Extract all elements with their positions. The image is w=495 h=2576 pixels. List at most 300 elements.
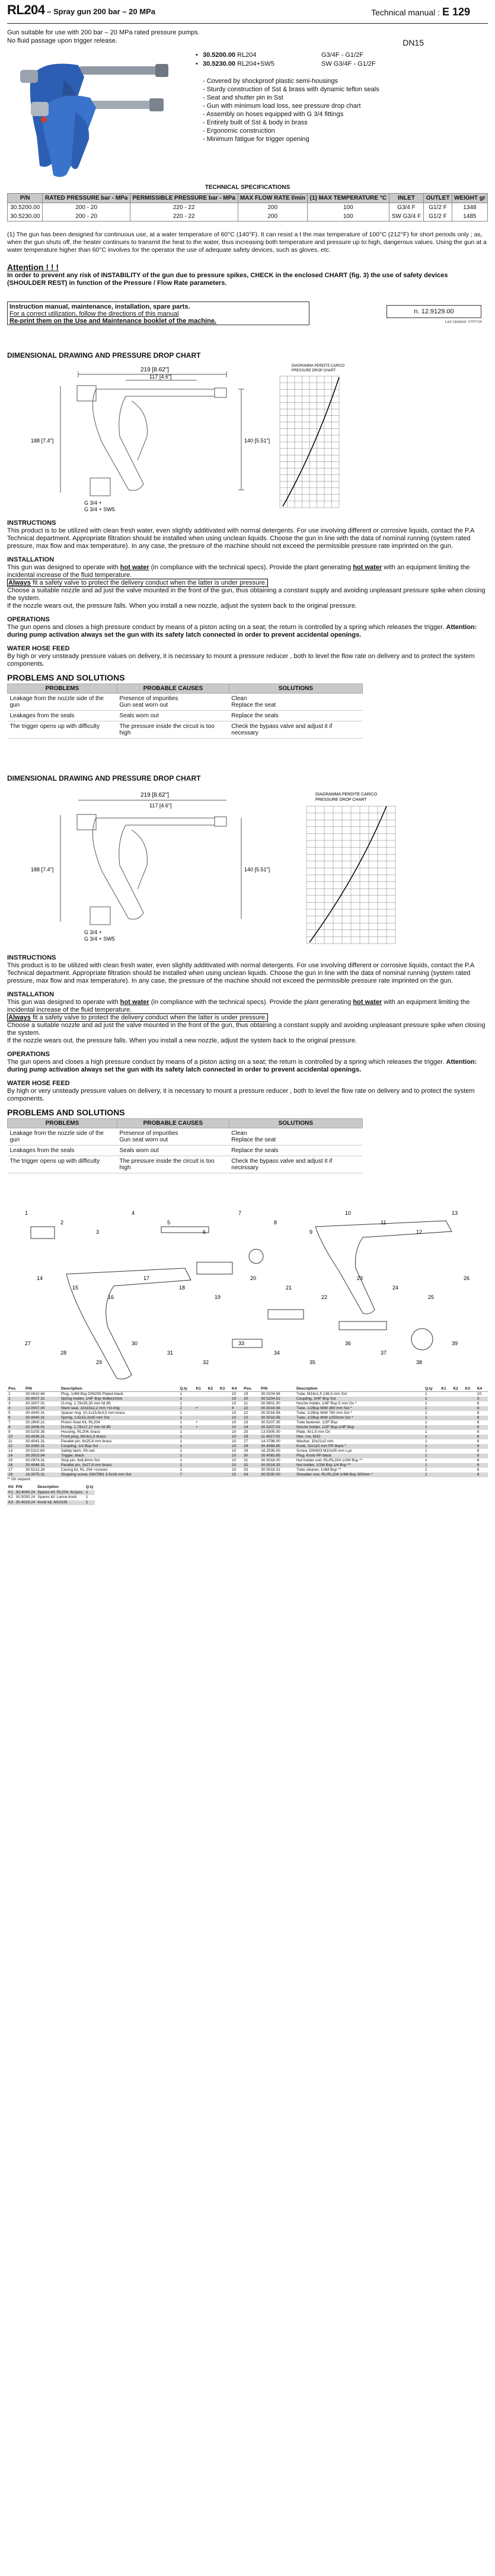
dim-side: 140 [5.51"] (244, 867, 270, 872)
parts-cell: 8 (476, 1416, 488, 1420)
parts-cell (207, 1406, 219, 1411)
parts-cell (440, 1416, 452, 1420)
parts-cell: 30.5207.02 (260, 1425, 295, 1430)
parts-row (7, 1454, 488, 1458)
parts-cell (452, 1430, 464, 1435)
parts-cell: 1 (180, 1392, 182, 1396)
part-callout-number: 31 (167, 1350, 174, 1356)
parts-cell: 10 (232, 1458, 237, 1462)
parts-cell: Tube, 1/2Bsp M/M 1250mm Sst * (295, 1416, 424, 1420)
chart-title-en: PRESSURE DROP CHART (292, 369, 336, 373)
problem-cell: Clean Replace the seat (229, 694, 362, 711)
parts-cell: 7 (8, 1420, 11, 1425)
feature-item: - Entirely built of Sst & body in brass (203, 119, 308, 126)
problem-cell: Presence of impurities Gun seat worn out (117, 1128, 229, 1146)
installation-text: This gun was designed to operate with hot water (in compliance with the technical specs). Provide the plant generating hot water with an equipment limiting the incidental increase of the fluid temperature. Always fit a safety valve to protect the delivery conduct when the latter is under pressure. Choose a suitable nozzle and ad just the valve mounted in the front of the gun, thus obtaining a constant supply and avoiding unpleasant pressure spike when closing the system. If the nozzle wears out, the pressure falls. When you install a new nozzle, adjust the system back to the original pressure. (7, 564, 486, 609)
problems-col-header: SOLUTIONS (229, 684, 362, 694)
parts-cell (440, 1425, 452, 1430)
feature-item: - Assembly on hoses equipped with G 3/4 fittings (203, 111, 344, 118)
exploded-view (7, 1203, 488, 1387)
parts-cell: Shoulder rest, RL/RL204 1/4M Bsp 300mm * (295, 1473, 424, 1477)
parts-cell (195, 1454, 207, 1458)
parts-cell (219, 1454, 231, 1458)
parts-cell (452, 1473, 464, 1477)
parts-cell: 30.5016.56 (260, 1416, 295, 1420)
parts-cell: 31 (244, 1458, 248, 1462)
parts-cell (440, 1406, 452, 1411)
attention-text: In order to prevent any risk of INSTABILITY of the gun due to pressure spikes, CHECK in the enclosed CHART (fig. 3) the use of safety devices (SHOULDER REST) in function of the Pressure / Flow Rate parameters. (7, 272, 448, 287)
parts-row (7, 1397, 488, 1401)
parts-row (7, 1406, 488, 1411)
parts-cell (219, 1439, 231, 1444)
parts-cell (440, 1444, 452, 1449)
spec-cell: 100 (308, 203, 389, 213)
part-callout-number: 1 (25, 1210, 28, 1216)
parts-cell: O-ring, 1,78x17,17 mm NI 85 (60, 1425, 179, 1430)
part-callout-number: 11 (381, 1220, 387, 1226)
parts-cell: 33 (244, 1468, 248, 1472)
code-thread: SW G3/4F - G1/2F (321, 60, 376, 68)
parts-cell: Stop pin, 8x8,8mm Sst (60, 1458, 100, 1462)
installation-title: INSTALLATION (7, 556, 55, 563)
parts-cell (464, 1411, 476, 1416)
parts-cell (207, 1425, 219, 1430)
feature-item: - Ergonomic construction (203, 127, 275, 134)
instructions-text: This product is to be utilized with clean fresh water, even slightly additivated with normal detergents. For use involving different or corrosive liquids, contact the P.A Technical department. Appropriate filtration should be installed when using unclean liquids. Choose the gun in line with the data of nominal running (system rated pressure, max flow and max temperature). In any case, the pressure of the machine should not exceed the permissible pressure rate imprinted on the gun. (7, 527, 474, 550)
parts-cell: 30.0974.31 (25, 1458, 45, 1462)
parts-cell: 10 (232, 1392, 237, 1396)
problems-col-header: PROBABLE CAUSES (117, 1119, 229, 1128)
parts-cell: Tube, 1/2Bsp M/M 360 mm Sst * (295, 1406, 424, 1411)
parts-cell: 10 (232, 1430, 237, 1434)
manual-number: n. 12.9129.00 (387, 305, 481, 318)
parts-cell: Piston-Seat Kit, RL204 (60, 1420, 100, 1425)
parts-cell: 1 (180, 1411, 182, 1415)
kit-col-header: P/N (15, 1485, 23, 1489)
feature-item: - Minimum fatigue for trigger opening (203, 136, 309, 143)
part-callout-number: 37 (381, 1350, 387, 1356)
parts-col-header: K3 (464, 1387, 476, 1392)
parts-cell: 30.4083.85 (260, 1454, 295, 1458)
water-feed-text: By high or very unsteady pressure values on delivery, it is necessary to mount a pressure reducer , both to level the flow rate on delivery and to protect the system components. (7, 653, 475, 668)
parts-cell (452, 1416, 464, 1420)
spec-cell: G3/4 F (389, 203, 424, 213)
parts-row (7, 1435, 488, 1439)
spec-col-header: OUTLET (424, 194, 452, 203)
parts-cell: 1 (424, 1435, 440, 1439)
parts-cell (207, 1416, 219, 1420)
code-number: 30.5200.00 (203, 52, 236, 59)
parts-cell: 30.3503.84 (24, 1454, 60, 1458)
parts-cell: 1 (178, 1425, 194, 1430)
parts-cell: 9 (8, 1430, 11, 1434)
parts-cell: 8 (477, 1468, 480, 1472)
parts-cell: 8 (477, 1401, 480, 1406)
parts-cell: 10 (232, 1449, 237, 1453)
parts-cell (440, 1397, 452, 1401)
parts-cell (464, 1454, 476, 1458)
chart-title-en: PRESSURE DROP CHART (315, 798, 367, 802)
parts-cell (195, 1444, 207, 1449)
part-callout-number: 18 (179, 1285, 186, 1291)
parts-cell (219, 1411, 231, 1416)
spec-col-header: (1) MAX TEMPERATURE °C (308, 194, 389, 203)
dim-left: 188 [7.4"] (31, 438, 54, 444)
part-callout-number: 13 (452, 1210, 458, 1216)
parts-cell: 8 (477, 1420, 480, 1425)
parts-cell: 7 (178, 1473, 194, 1477)
chart-title-it: DIAGRAMMA PERDITE CARICO (292, 364, 345, 368)
parts-col-header: P/N (260, 1387, 295, 1392)
part-callout-number: 4 (132, 1210, 135, 1216)
parts-cell: 30.5018.31 (261, 1468, 280, 1472)
parts-cell (464, 1463, 476, 1468)
exploded-view-svg (7, 1203, 488, 1387)
parts-cell: Stem seal, 10x15x2,2 mm +O-ring (60, 1406, 179, 1411)
parts-cell: 26 (242, 1435, 260, 1439)
parts-cell (219, 1463, 231, 1468)
parts-row (7, 1449, 488, 1454)
parts-col-header: Q.ty (424, 1387, 440, 1392)
parts-col-header: K4 (231, 1387, 242, 1392)
dim-left: 188 [7.4"] (31, 867, 54, 872)
parts-cell: 10 (231, 1416, 242, 1420)
parts-cell (464, 1401, 476, 1406)
kit-cell: K1 (8, 1490, 13, 1494)
parts-cell (207, 1439, 219, 1444)
problem-cell: The trigger opens up with difficulty (8, 1156, 117, 1173)
kit-col-header: Description (37, 1485, 59, 1489)
parts-cell: 30.5801.00 (261, 1401, 280, 1406)
parts-cell: Plug, 1/4M Bsp DIN259 Plated black (60, 1392, 123, 1396)
parts-cell (195, 1439, 207, 1444)
parts-cell: 1 (180, 1401, 182, 1406)
parts-cell: 30.2900.21 (25, 1420, 45, 1425)
spec-cell: 200 (238, 203, 308, 213)
parts-cell (440, 1435, 452, 1439)
parts-cell: 11.4027.00 (260, 1435, 295, 1439)
parts-list (7, 1387, 488, 1477)
code-name: RL204+SW5 (235, 60, 274, 68)
parts-cell: 1 (425, 1458, 427, 1462)
parts-cell: 8 (477, 1449, 480, 1453)
spec-cell: 200 - 20 (43, 203, 130, 213)
parts-cell: Nozzle holder, 1/2F Bsp-1/4F Bsp (295, 1425, 424, 1430)
operations-title: OPERATIONS (7, 616, 50, 623)
spec-col-header: PERMISSIBLE PRESSURE bar - MPa (130, 194, 238, 203)
parts-cell: Coupling, 3/4F Bsp Sst (295, 1397, 424, 1401)
parts-cell (207, 1430, 219, 1435)
parts-cell: Parallel pin, 6x25,8 mm brass (60, 1439, 112, 1443)
parts-cell (440, 1458, 452, 1463)
product-codes (196, 51, 376, 69)
parts-footnote: ** On request (7, 1477, 31, 1481)
kit-cell: 30.4019.24 (15, 1500, 36, 1504)
parts-row (7, 1439, 488, 1444)
part-callout-number: 8 (274, 1220, 277, 1226)
parts-cell: 25 (244, 1430, 248, 1434)
parts-cell (452, 1439, 464, 1444)
parts-col-header: Pos. (7, 1387, 24, 1392)
dimensional-drawing (7, 782, 488, 948)
instructions-title: INSTRUCTIONS (7, 519, 56, 527)
parts-cell: 24 (242, 1425, 260, 1430)
parts-cell: • (195, 1406, 207, 1411)
parts-cell: 8 (476, 1406, 488, 1411)
parts-cell (440, 1420, 452, 1425)
spec-cell: 30.5200.00 (8, 203, 43, 213)
parts-cell: 13 (8, 1449, 13, 1453)
parts-cell: 22 (242, 1406, 260, 1411)
lead-line-1: Gun suitable for use with 200 bar – 20 MPa rated pressure pumps. (7, 29, 200, 36)
drawing-title: DIMENSIONAL DRAWING AND PRESSURE DROP CHART (7, 774, 201, 782)
parts-cell: Front plug, M14x1,5 brass (60, 1435, 179, 1439)
parts-cell: 10 (231, 1425, 242, 1430)
spec-col-header: RATED PRESSURE bar - MPa (43, 194, 130, 203)
problem-row (8, 1156, 363, 1173)
pressure-drop-chart (280, 364, 345, 508)
parts-cell (452, 1468, 464, 1473)
parts-cell: Coupling, 1/2 Bsp Sst (60, 1444, 179, 1449)
header (7, 0, 488, 24)
parts-cell (219, 1420, 231, 1425)
problem-cell: Clean Replace the seat (229, 1128, 362, 1146)
drawing-section-repeat (7, 774, 488, 1173)
parts-cell (440, 1430, 452, 1435)
dim-bottom-1: G 3/4 + (84, 929, 102, 935)
parts-cell: 21 (244, 1401, 248, 1406)
parts-cell: Casing kit, RL 204 +screws (60, 1468, 108, 1472)
parts-cell (195, 1468, 207, 1473)
parts-cell: 11 (8, 1439, 12, 1443)
part-callout-number: 23 (357, 1275, 363, 1281)
part-callout-number: 15 (72, 1285, 79, 1291)
spec-cell: G1/2 F (424, 203, 452, 213)
parts-cell: 10 (231, 1397, 242, 1401)
parts-cell (464, 1458, 476, 1463)
part-callout-number: 24 (392, 1285, 399, 1291)
parts-cell: 30.4007.31 (24, 1397, 60, 1401)
parts-cell (219, 1449, 231, 1454)
parts-cell: 18 (7, 1473, 24, 1477)
parts-cell (195, 1392, 207, 1397)
parts-cell: 4 (231, 1406, 242, 1411)
parts-cell (219, 1406, 231, 1411)
parts-cell (219, 1401, 231, 1406)
spec-col-header: MAX FLOW RATE l/min (238, 194, 308, 203)
parts-cell (195, 1411, 207, 1416)
problem-cell: Leakages from the seals (8, 1146, 117, 1156)
part-callout-number: 32 (203, 1359, 209, 1365)
problem-cell: Replace the seals (229, 1146, 362, 1156)
parts-row (7, 1411, 488, 1416)
parts-cell: 30.5204.51 (260, 1397, 295, 1401)
operations-title: OPERATIONS (7, 1051, 50, 1058)
model-name: RL204 (7, 2, 45, 17)
parts-cell: 1 (178, 1435, 194, 1439)
last-updated: Last Updated: 07/07/16 (445, 320, 482, 324)
kit-row (7, 1490, 95, 1496)
chart-title-it: DIAGRAMMA PERDITE CARICO (315, 793, 378, 797)
parts-cell (207, 1392, 219, 1397)
parts-cell (195, 1449, 207, 1454)
code-number: 30.5230.00 (203, 60, 236, 68)
parts-cell: 16 (7, 1463, 24, 1468)
parts-cell: 30.5110.84 (25, 1449, 45, 1453)
parts-cell: 30.5205.35 (25, 1430, 45, 1434)
parts-cell: Washer, 10x21x2 mm (296, 1439, 334, 1443)
parts-cell (195, 1463, 207, 1468)
parts-cell (452, 1397, 464, 1401)
parts-cell (464, 1392, 476, 1397)
parts-cell: Knob, 32x110 mm PP black * (295, 1444, 424, 1449)
parts-cell: 30.5030.00 (260, 1473, 295, 1477)
pressure-drop-chart (306, 793, 395, 944)
part-callout-number: 22 (321, 1294, 328, 1300)
problem-cell: Leakage from the nozzle side of the gun (8, 694, 117, 711)
parts-cell: Plug, Knob PP black (295, 1454, 424, 1458)
parts-cell: 1 (180, 1458, 182, 1462)
instructions-text: This product is to be utilized with clean fresh water, even slightly additivated with normal detergents. For use involving different or corrosive liquids, contact the P.A Technical department. Appropriate filtration should be installed when using unclean liquids. Choose the gun in line with the data of nominal running (system rated pressure, max flow and max temperature). In any case, the pressure of the machine should not exceed the permissible pressure rate imprinted on the gun. (7, 962, 474, 984)
parts-cell: 1 (180, 1420, 182, 1425)
parts-cell (207, 1411, 219, 1416)
problem-row (8, 721, 363, 739)
dn-size: DN15 (403, 38, 424, 47)
part-callout-number: 20 (250, 1275, 257, 1281)
feature-item: - Gun with minimum load loss, see pressure drop chart (203, 102, 361, 110)
parts-cell: 1 (178, 1397, 194, 1401)
parts-cell (464, 1449, 476, 1454)
parts-cell: 22 (242, 1416, 260, 1420)
parts-cell (440, 1454, 452, 1458)
parts-cell: 1 (180, 1430, 182, 1434)
spec-cell: 1348 (452, 203, 487, 213)
parts-cell (207, 1458, 219, 1463)
parts-cell: 1 (424, 1463, 440, 1468)
parts-cell: 30 (242, 1454, 260, 1458)
parts-cell: 1 (178, 1416, 194, 1420)
parts-cell: 30.3006.01 (24, 1425, 60, 1430)
parts-cell: Hex. nut, M10 (295, 1435, 424, 1439)
parts-cell (207, 1473, 219, 1477)
parts-cell: 30.3080.31 (24, 1444, 60, 1449)
parts-cell: 1 (178, 1444, 194, 1449)
parts-row (7, 1468, 488, 1473)
dim-bottom-2: G 3/4 + SW5 (84, 506, 115, 512)
parts-cell (207, 1449, 219, 1454)
model-subtitle: – Spray gun 200 bar – 20 MPa (44, 7, 155, 16)
product-overview (7, 49, 488, 176)
part-callout-number: 19 (215, 1294, 221, 1300)
problem-cell: Check the bypass valve and adjust it if necessary (229, 1156, 362, 1173)
parts-row (7, 1416, 488, 1420)
problems-title: PROBLEMS AND SOLUTIONS (7, 1108, 125, 1117)
spec-cell: 100 (308, 212, 389, 222)
spec-header-row (8, 194, 488, 203)
parts-cell (452, 1401, 464, 1406)
parts-cell: Nozzle holder, 1/4F Bsp 5 mm Ox * (296, 1401, 357, 1406)
parts-cell (219, 1435, 231, 1439)
parts-cell: 17 (8, 1468, 13, 1472)
parts-cell: 10 (232, 1468, 237, 1472)
parts-cell (207, 1454, 219, 1458)
parts-cell (440, 1411, 452, 1416)
parts-col-header: Pos. (242, 1387, 260, 1392)
part-callout-number: 2 (60, 1220, 64, 1226)
parts-cell: 1 (178, 1454, 194, 1458)
instructions-block (7, 954, 488, 1103)
parts-cell (195, 1401, 207, 1406)
manual-box-text (7, 301, 309, 325)
parts-cell: 30.0610.84 (25, 1392, 45, 1396)
drawing-section (7, 351, 488, 739)
spec-cell: 30.5230.00 (8, 212, 43, 222)
parts-cell: Stopping screw, DIN7981 3,5x16 mm Sst (60, 1473, 179, 1477)
problem-cell: Replace the seals (229, 711, 362, 721)
parts-cell: 2 (7, 1397, 24, 1401)
installation-title: INSTALLATION (7, 991, 55, 998)
dim-mid: 117 [4.6"] (149, 803, 172, 809)
parts-cell: • (196, 1420, 197, 1425)
parts-cell: 16.2535.00 (261, 1449, 280, 1453)
parts-cell: 1 (424, 1416, 440, 1420)
operations-text: The gun opens and closes a high pressure conduct by means of a piston acting on a seat; the return is controlled by a spring which releases the trigger. Attention: during pump activation always set the gun with its safety latch connected in order to prevent accidental openings. (7, 624, 477, 639)
parts-col-header: K1 (195, 1387, 207, 1392)
kit-row (7, 1495, 95, 1500)
parts-cell (219, 1425, 231, 1430)
water-feed-title: WATER HOSE FEED (7, 1080, 70, 1087)
parts-cell (440, 1392, 452, 1397)
parts-cell: 10 (231, 1473, 242, 1477)
part-callout-number: 25 (428, 1294, 435, 1300)
instructions-block (7, 519, 488, 668)
manual-ref (371, 6, 470, 18)
spec-cell: 200 - 20 (43, 212, 130, 222)
parts-cell (452, 1420, 464, 1425)
part-callout-number: 36 (345, 1340, 352, 1346)
parts-col-header: Description (295, 1387, 424, 1392)
parts-cell: O-ring, 1,78x35,30 mm NI 85 (60, 1401, 111, 1406)
kit-col-header: Kit (8, 1485, 14, 1489)
gun-front-image (31, 95, 164, 177)
parts-cell: 3 (476, 1397, 488, 1401)
kit-cell: 30.5030.24 (15, 1495, 36, 1499)
parts-cell: 10 (231, 1454, 242, 1458)
parts-cell: 14 (7, 1454, 24, 1458)
parts-cell: 3 (8, 1401, 11, 1406)
parts-cell (452, 1458, 464, 1463)
parts-row (7, 1401, 488, 1406)
spec-row (8, 203, 488, 213)
parts-cell: 5 (8, 1411, 11, 1415)
parts-cell (195, 1435, 207, 1439)
problem-row (8, 1146, 363, 1156)
spec-cell: G1/2 F (424, 212, 452, 222)
parts-row (7, 1430, 488, 1435)
problems-col-header: PROBABLE CAUSES (117, 684, 229, 694)
parts-cell (452, 1411, 464, 1416)
parts-cell: 10 (232, 1420, 237, 1425)
part-callout-number: 12 (416, 1229, 423, 1235)
parts-col-header: K2 (452, 1387, 464, 1392)
part-callout-number: 28 (60, 1350, 67, 1356)
problems-col-header: PROBLEMS (8, 684, 117, 694)
parts-cell: 34 (242, 1473, 260, 1477)
parts-cell: 30.3007.01 (25, 1401, 45, 1406)
pressure-drop-curve (309, 806, 387, 942)
installation-text: This gun was designed to operate with hot water (in compliance with the technical specs). Provide the plant generating hot water with an equipment limiting the incidental increase of the fluid temperature. Always fit a safety valve to protect the delivery conduct when the latter is under pressure. Choose a suitable nozzle and ad just the valve mounted in the front of the gun, thus obtaining a constant supply and avoiding unpleasant pressure spike when closing the system. If the nozzle wears out, the pressure falls. When you install a new nozzle, adjust the system back to the original pressure. (7, 999, 486, 1044)
parts-row (7, 1458, 488, 1463)
